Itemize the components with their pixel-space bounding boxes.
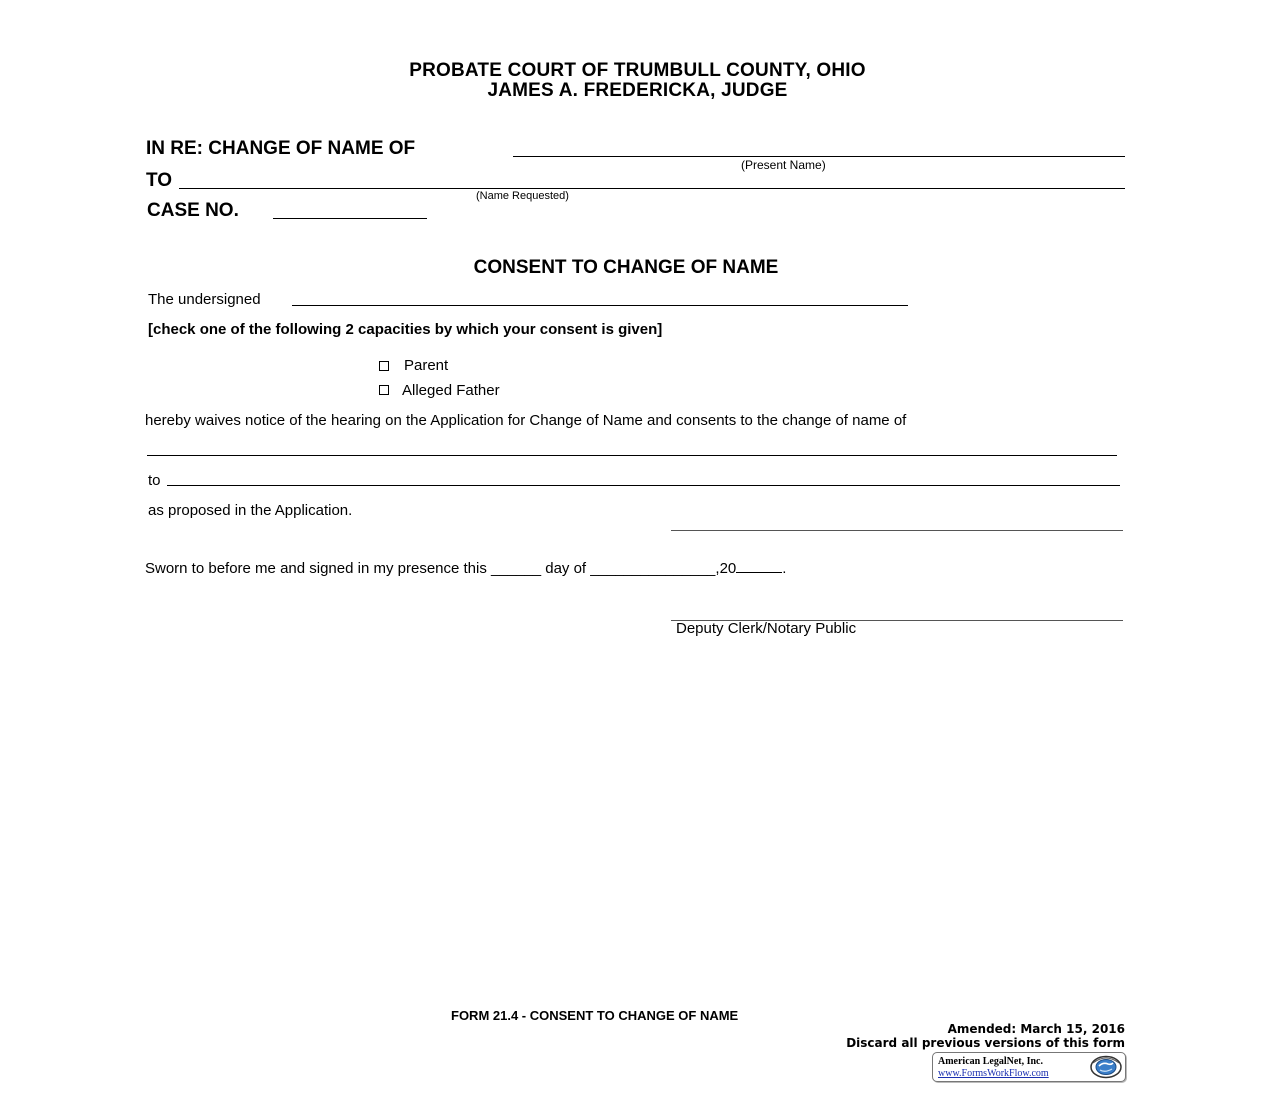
name-requested-field[interactable] bbox=[179, 188, 1125, 189]
vendor-logo[interactable] bbox=[932, 1052, 1126, 1082]
year-field[interactable] bbox=[736, 560, 782, 573]
case-no-field[interactable] bbox=[273, 218, 427, 219]
year-end: . bbox=[782, 560, 787, 577]
amended-date: Amended: March 15, 2016 bbox=[947, 1022, 1125, 1036]
vendor-url[interactable]: www.FormsWorkFlow.com bbox=[938, 1068, 1049, 1079]
sworn-text bbox=[145, 560, 786, 577]
parent-label: Parent bbox=[404, 357, 449, 374]
waiver-text: hereby waives notice of the hearing on the Application for Change of Name and consents to the change of name of bbox=[145, 412, 907, 429]
vendor-name: American LegalNet, Inc. bbox=[938, 1056, 1043, 1067]
clerk-label: Deputy Clerk/Notary Public bbox=[676, 620, 857, 637]
court-name: PROBATE COURT OF TRUMBULL COUNTY, OHIO bbox=[409, 60, 866, 81]
alleged-father-label: Alleged Father bbox=[402, 382, 500, 399]
globe-icon bbox=[1089, 1055, 1123, 1079]
alleged-father-checkbox[interactable] bbox=[379, 385, 389, 395]
parent-checkbox[interactable] bbox=[379, 361, 389, 371]
undersigned-label: The undersigned bbox=[148, 291, 261, 308]
to-label: TO bbox=[146, 170, 173, 191]
signature-line[interactable] bbox=[671, 530, 1123, 531]
judge-name: JAMES A. FREDERICKA, JUDGE bbox=[487, 80, 788, 101]
form-footer-name: FORM 21.4 - CONSENT TO CHANGE OF NAME bbox=[451, 1008, 739, 1023]
proposed-text: as proposed in the Application. bbox=[148, 502, 353, 519]
new-name-line[interactable] bbox=[167, 485, 1120, 486]
undersigned-name-field[interactable] bbox=[292, 305, 908, 306]
present-name-line[interactable] bbox=[147, 455, 1117, 456]
year-prefix: 20 bbox=[719, 560, 737, 577]
name-requested-note: (Name Requested) bbox=[476, 190, 569, 202]
present-name-note: (Present Name) bbox=[741, 158, 826, 172]
sworn-text-main: Sworn to before me and signed in my presence this ______ day of _______________, bbox=[145, 560, 720, 577]
capacity-instruction: [check one of the following 2 capacities by which your consent is given] bbox=[148, 321, 663, 338]
case-no-label: CASE NO. bbox=[147, 200, 239, 221]
present-name-field[interactable] bbox=[513, 156, 1125, 157]
discard-notice: Discard all previous versions of this form bbox=[846, 1036, 1125, 1050]
form-title: CONSENT TO CHANGE OF NAME bbox=[473, 257, 779, 278]
to-text: to bbox=[148, 472, 161, 489]
in-re-label: IN RE: CHANGE OF NAME OF bbox=[146, 138, 416, 159]
